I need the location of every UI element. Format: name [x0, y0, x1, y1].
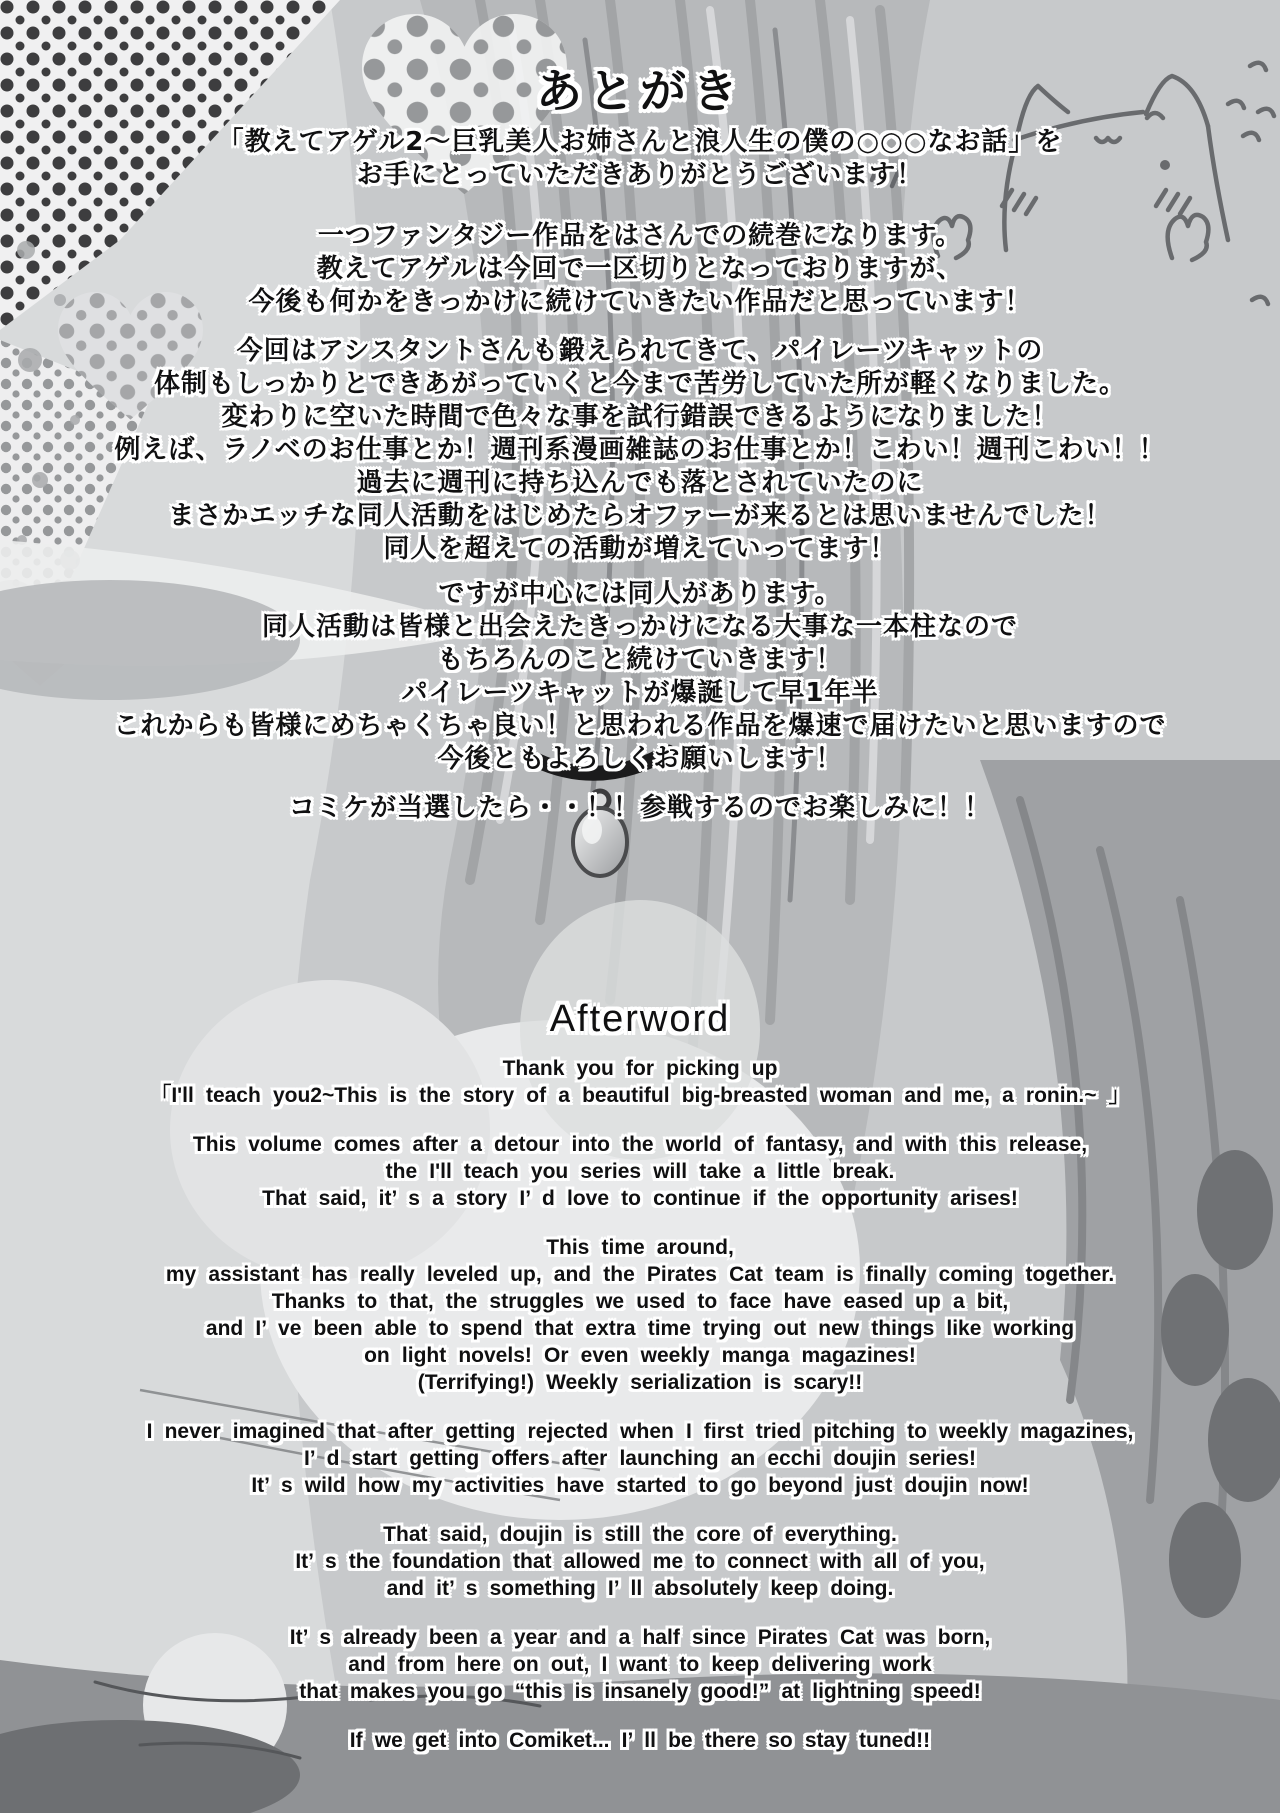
- text-line: 「I'll teach you2~This is the story of a beautiful big-breasted woman and me, a ronin.~ 」: [150, 1084, 1130, 1107]
- text-line: Thank you for picking up: [502, 1057, 778, 1080]
- text-line: 例えば、ラノベのお仕事とか！週刊系漫画雑誌のお仕事とか！こわい！週刊こわい！！: [114, 435, 1166, 465]
- jp-paragraph-assistant: [0, 335, 1280, 566]
- text-line: It’ s wild how my activities have started to go beyond just doujin now!: [251, 1474, 1029, 1497]
- text-line: (Terrifying!) Weekly serialization is scary!!: [417, 1371, 863, 1394]
- text-line: 変わりに空いた時間で色々な事を試行錯誤できるようになりました！: [221, 402, 1059, 432]
- text-line: on light novels! Or even weekly manga magazines!: [364, 1344, 916, 1367]
- text-line: my assistant has really leveled up, and the Pirates Cat team is finally coming together.: [165, 1263, 1115, 1286]
- text-line: 今後も何かをきっかけに続けていきたい作品だと思っています！: [248, 287, 1032, 317]
- en-paragraph-offers: [0, 1418, 1280, 1499]
- text-line: 同人活動は皆様と出会えたきっかけになる大事な一本柱なので: [261, 612, 1018, 642]
- text-line: まさかエッチな同人活動をはじめたらオファーが来るとは思いませんでした！: [168, 501, 1112, 531]
- text-line: これからも皆様にめちゃくちゃ良い！と思われる作品を爆速で届けたいと思いますので: [113, 711, 1167, 741]
- text-line: 過去に週刊に持ち込んでも落とされていたのに: [356, 468, 924, 498]
- text-line: the I'll teach you series will take a little break.: [385, 1160, 895, 1183]
- jp-paragraph-series: [0, 220, 1280, 319]
- text-line: 一つファンタジー作品をはさんでの続巻になります。: [317, 221, 963, 251]
- text-line: and from here on out, I want to keep delivering work: [348, 1653, 932, 1676]
- text-line: 体制もしっかりとできあがっていくと今まで苦労していた所が軽くなりました。: [153, 369, 1126, 399]
- text-line: that makes you go “this is insanely good!” at lightning speed!: [299, 1680, 981, 1703]
- en-paragraph-greeting: [0, 1055, 1280, 1109]
- text-line: I never imagined that after getting rejected when I first tried pitching to weekly magazines,: [146, 1420, 1134, 1443]
- en-paragraph-series: [0, 1131, 1280, 1212]
- text-line: This volume comes after a detour into the world of fantasy, and with this release,: [192, 1133, 1088, 1156]
- text-line: 今回はアシスタントさんも鍛えられてきて、パイレーツキャットの: [236, 336, 1044, 366]
- text-line: and I’ ve been able to spend that extra time trying out new things like working: [205, 1317, 1075, 1340]
- text-line: I’ d start getting offers after launching an ecchi doujin series!: [303, 1447, 977, 1470]
- text-line: If we get into Comiket... I’ ll be there so stay tuned!!: [349, 1729, 931, 1752]
- en-paragraph-comiket: [0, 1727, 1280, 1754]
- jp-paragraph-doujin: [0, 578, 1280, 776]
- text-line: もちろんのこと続けていきます！: [437, 645, 843, 675]
- text-line: It’ s already been a year and a half since Pirates Cat was born,: [289, 1626, 991, 1649]
- text-line: 「教えてアゲル2～巨乳美人お姉さんと浪人生の僕の○○○なお話」を: [217, 127, 1063, 157]
- text-line: Thanks to that, the struggles we used to face have eased up a bit,: [271, 1290, 1009, 1313]
- text-line: That said, doujin is still the core of everything.: [383, 1523, 897, 1546]
- text-line: That said, it’ s a story I’ d love to continue if the opportunity arises!: [262, 1187, 1018, 1210]
- en-paragraph-pirates: [0, 1624, 1280, 1705]
- text-line: パイレーツキャットが爆誕して早1年半: [401, 678, 879, 708]
- text-line: This time around,: [546, 1236, 734, 1259]
- text-line: コミケが当選したら・・！！参戦するのでお楽しみに！！: [288, 793, 991, 823]
- jp-title: あとがき: [536, 64, 744, 118]
- text-line: ですが中心には同人があります。: [438, 579, 842, 609]
- text-line: 教えてアゲルは今回で一区切りとなっておりますが、: [316, 254, 964, 284]
- text-line: and it’ s something I’ ll absolutely keep doing.: [386, 1577, 894, 1600]
- jp-paragraph-comiket: [0, 792, 1280, 825]
- text-line: It’ s the foundation that allowed me to connect with all of you,: [295, 1550, 985, 1573]
- en-paragraph-doujin: [0, 1521, 1280, 1602]
- en-paragraph-assistant: [0, 1234, 1280, 1396]
- text-line: お手にとっていただきありがとうございます！: [356, 160, 924, 190]
- jp-paragraph-greeting: [0, 126, 1280, 192]
- text-line: 今後ともよろしくお願いします！: [437, 744, 843, 774]
- text-line: 同人を超えての活動が増えていってます！: [383, 534, 897, 564]
- en-title: Afterword: [549, 998, 731, 1040]
